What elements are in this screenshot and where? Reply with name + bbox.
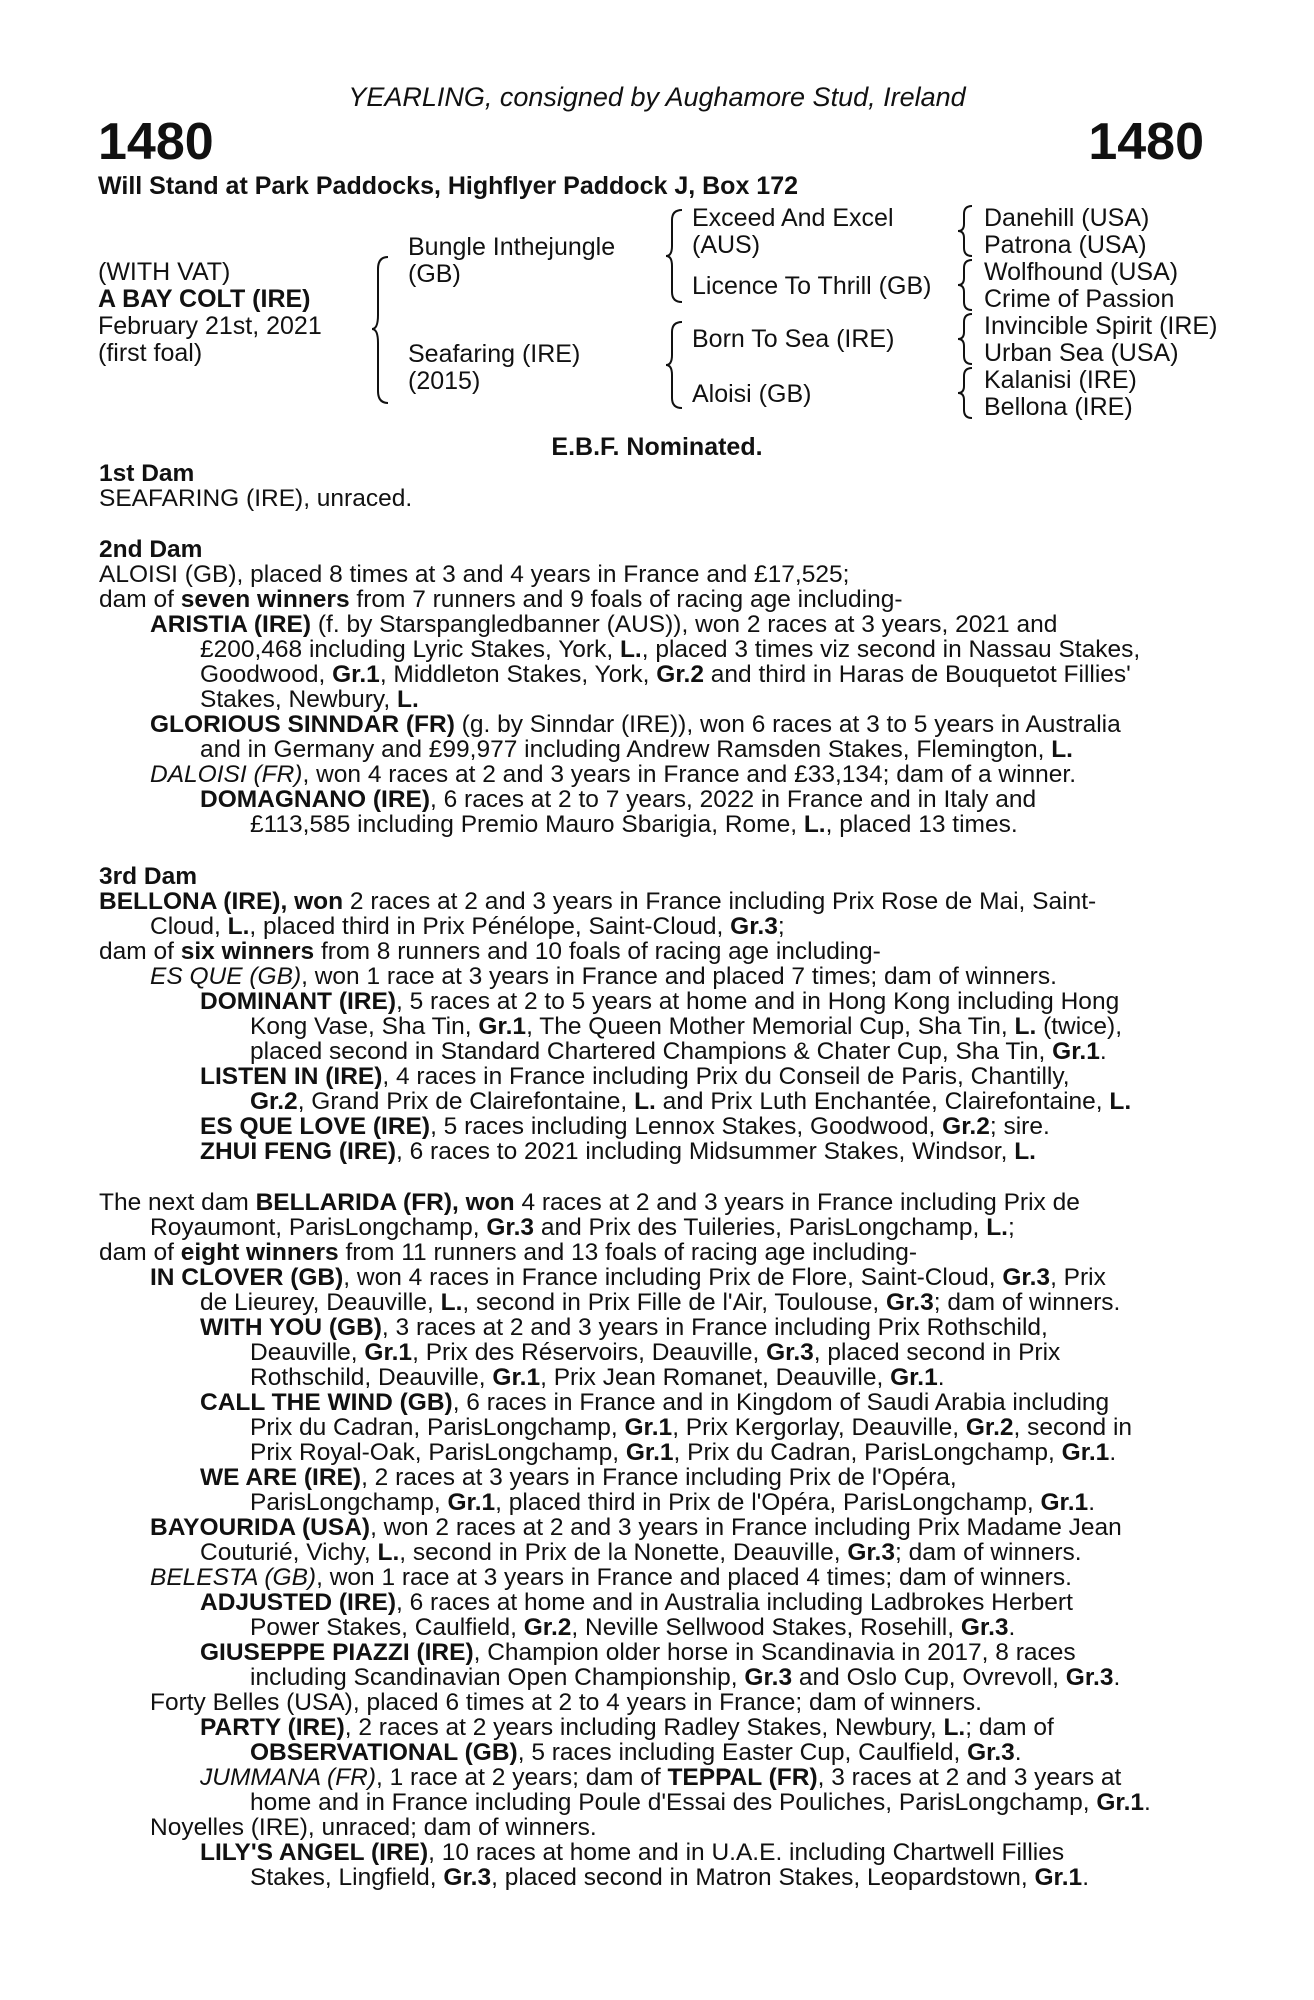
ebf-nominated: E.B.F. Nominated.	[551, 433, 763, 461]
second-dam-line: and in Germany and £99,977 including Andrew Ramsden Stakes, Flemington, L.	[200, 736, 1073, 763]
dam-name: Seafaring (IRE)	[408, 340, 581, 368]
third-dam-line: ES QUE LOVE (IRE), 5 races including Lennox Stakes, Goodwood, Gr.2; sire.	[200, 1113, 1050, 1140]
brace-g3	[956, 312, 976, 368]
second-dam-line: ARISTIA (IRE) (f. by Starspangledbanner (AUS)), won 2 races at 3 years, 2021 and	[150, 611, 1058, 638]
next-dam-line: CALL THE WIND (GB), 6 races in France and in Kingdom of Saudi Arabia including	[200, 1389, 1110, 1416]
second-dam-line: DOMAGNANO (IRE), 6 races at 2 to 7 years, 2022 in France and in Italy and	[200, 786, 1037, 813]
next-dam-line: Rothschild, Deauville, Gr.1, Prix Jean Romanet, Deauville, Gr.1.	[250, 1364, 945, 1391]
sire-name: Bungle Inthejungle	[408, 233, 616, 261]
next-dam-line: IN CLOVER (GB), won 4 races in France including Prix de Flore, Saint-Cloud, Gr.3, Prix	[150, 1264, 1106, 1291]
next-dam-line: Forty Belles (USA), placed 6 times at 2 to 4 years in France; dam of winners.	[150, 1689, 982, 1716]
sire-sire: Exceed And Excel	[692, 204, 894, 232]
next-dam-line: GIUSEPPE PIAZZI (IRE), Champion older horse in Scandinavia in 2017, 8 races	[200, 1639, 1076, 1666]
next-dam-line: WITH YOU (GB), 3 races at 2 and 3 years in France including Prix Rothschild,	[200, 1314, 1048, 1341]
next-dam-line: Noyelles (IRE), unraced; dam of winners.	[150, 1814, 597, 1841]
sire-dam: Licence To Thrill (GB)	[692, 272, 932, 300]
consignment-line: YEARLING, consigned by Aughamore Stud, Ireland	[348, 82, 966, 112]
brace-sire	[666, 208, 686, 304]
third-dam-line: Gr.2, Grand Prix de Clairefontaine, L. and Prix Luth Enchantée, Clairefontaine, L.	[250, 1088, 1132, 1115]
granddam-2: Patrona (USA)	[984, 231, 1147, 259]
lot-number-right: 1480	[1088, 113, 1204, 171]
next-dam-line: Prix du Cadran, ParisLongchamp, Gr.1, Prix Kergorlay, Deauville, Gr.2, second in	[250, 1414, 1133, 1441]
next-dam-line: Royaumont, ParisLongchamp, Gr.3 and Prix des Tuileries, ParisLongchamp, L.;	[150, 1214, 1015, 1241]
granddam-6: Urban Sea (USA)	[984, 339, 1179, 367]
lot-horse-name: A BAY COLT (IRE)	[98, 285, 311, 313]
first-dam-heading: 1st Dam	[99, 460, 195, 487]
stand-location: Will Stand at Park Paddocks, Highflyer Paddock J, Box 172	[98, 172, 798, 200]
next-dam-line: including Scandinavian Open Championship, Gr.3 and Oslo Cup, Ovrevoll, Gr.3.	[250, 1664, 1121, 1691]
dam-dam: Aloisi (GB)	[692, 380, 812, 408]
brace-dam	[666, 320, 686, 410]
second-dam-line: £113,585 including Premio Mauro Sbarigia, Rome, L., placed 13 times.	[250, 811, 1018, 838]
second-dam-line: dam of seven winners from 7 runners and 9 foals of racing age including-	[99, 586, 903, 613]
next-dam-line: PARTY (IRE), 2 races at 2 years including Radley Stakes, Newbury, L.; dam of	[200, 1714, 1054, 1741]
next-dam-line: JUMMANA (FR), 1 race at 2 years; dam of TEPPAL (FR), 3 races at 2 and 3 years at	[200, 1764, 1122, 1791]
next-dam-line: de Lieurey, Deauville, L., second in Prix Fille de l'Air, Toulouse, Gr.3; dam of winners.	[200, 1289, 1121, 1316]
next-dam-line: Couturié, Vichy, L., second in Prix de la Nonette, Deauville, Gr.3; dam of winners.	[200, 1539, 1082, 1566]
lot-number-left: 1480	[98, 113, 214, 171]
third-dam-line: LISTEN IN (IRE), 4 races in France including Prix du Conseil de Paris, Chantilly,	[200, 1063, 1070, 1090]
third-dam-line: ZHUI FENG (IRE), 6 races to 2021 including Midsummer Stakes, Windsor, L.	[200, 1138, 1036, 1165]
granddam-8: Bellona (IRE)	[984, 393, 1133, 421]
second-dam-line: GLORIOUS SINNDAR (FR) (g. by Sinndar (IRE)), won 6 races at 3 to 5 years in Australia	[150, 711, 1121, 738]
next-dam-line: Stakes, Lingfield, Gr.3, placed second in Matron Stakes, Leopardstown, Gr.1.	[250, 1864, 1089, 1891]
second-dam-heading: 2nd Dam	[99, 536, 203, 563]
first-dam-text: SEAFARING (IRE), unraced.	[99, 485, 413, 512]
sire-origin: (GB)	[408, 260, 461, 288]
next-dam-line: home and in France including Poule d'Essai des Pouliches, ParisLongchamp, Gr.1.	[250, 1789, 1151, 1816]
grandsire-1: Danehill (USA)	[984, 204, 1150, 232]
next-dam-line: WE ARE (IRE), 2 races at 3 years in France including Prix de l'Opéra,	[200, 1464, 957, 1491]
second-dam-line: £200,468 including Lyric Stakes, York, L., placed 3 times viz second in Nassau Stakes,	[200, 636, 1141, 663]
third-dam-line: Cloud, L., placed third in Prix Pénélope, Saint-Cloud, Gr.3;	[150, 913, 785, 940]
next-dam-line: LILY'S ANGEL (IRE), 10 races at home and in U.A.E. including Chartwell Fillies	[200, 1839, 1065, 1866]
next-dam-line: Prix Royal-Oak, ParisLongchamp, Gr.1, Prix du Cadran, ParisLongchamp, Gr.1.	[250, 1439, 1117, 1466]
next-dam-line: ParisLongchamp, Gr.1, placed third in Prix de l'Opéra, ParisLongchamp, Gr.1.	[250, 1489, 1095, 1516]
brace-g4	[956, 366, 976, 422]
grandsire-7: Kalanisi (IRE)	[984, 366, 1137, 394]
next-dam-line: dam of eight winners from 11 runners and 13 foals of racing age including-	[99, 1239, 917, 1266]
grandsire-5: Invincible Spirit (IRE)	[984, 312, 1218, 340]
brace-g2	[956, 258, 976, 314]
next-dam-line: ADJUSTED (IRE), 6 races at home and in Australia including Ladbrokes Herbert	[200, 1589, 1073, 1616]
next-dam-line: Power Stakes, Caulfield, Gr.2, Neville Sellwood Stakes, Rosehill, Gr.3.	[250, 1614, 1016, 1641]
third-dam-heading: 3rd Dam	[99, 863, 198, 890]
third-dam-line: placed second in Standard Chartered Champions & Chater Cup, Sha Tin, Gr.1.	[250, 1038, 1107, 1065]
vat-note: (WITH VAT)	[98, 258, 231, 286]
date-of-birth: February 21st, 2021	[98, 312, 322, 340]
next-dam-line: OBSERVATIONAL (GB), 5 races including Easter Cup, Caulfield, Gr.3.	[250, 1739, 1022, 1766]
brace-main	[372, 255, 392, 405]
dam-year: (2015)	[408, 367, 481, 395]
next-dam-line: BAYOURIDA (USA), won 2 races at 2 and 3 years in France including Prix Madame Jean	[150, 1514, 1122, 1541]
second-dam-line: DALOISI (FR), won 4 races at 2 and 3 years in France and £33,134; dam of a winner.	[150, 761, 1077, 788]
second-dam-line: Goodwood, Gr.1, Middleton Stakes, York, Gr.2 and third in Haras de Bouquetot Fillies'	[200, 661, 1131, 688]
sire-sire-origin: (AUS)	[692, 231, 761, 259]
next-dam-line: BELESTA (GB), won 1 race at 3 years in France and placed 4 times; dam of winners.	[150, 1564, 1072, 1591]
third-dam-line: DOMINANT (IRE), 5 races at 2 to 5 years at home and in Hong Kong including Hong	[200, 988, 1120, 1015]
grandsire-3: Wolfhound (USA)	[984, 258, 1179, 286]
next-dam-line: Deauville, Gr.1, Prix des Réservoirs, Deauville, Gr.3, placed second in Prix	[250, 1339, 1061, 1366]
third-dam-line: dam of six winners from 8 runners and 10 foals of racing age including-	[99, 938, 881, 965]
granddam-4: Crime of Passion	[984, 285, 1175, 313]
next-dam-line: The next dam BELLARIDA (FR), won 4 races at 2 and 3 years in France including Prix de	[99, 1189, 1080, 1216]
second-dam-line: Stakes, Newbury, L.	[200, 686, 419, 713]
brace-g1	[956, 204, 976, 260]
third-dam-line: ES QUE (GB), won 1 race at 3 years in France and placed 7 times; dam of winners.	[150, 963, 1057, 990]
third-dam-line: Kong Vase, Sha Tin, Gr.1, The Queen Mother Memorial Cup, Sha Tin, L. (twice),	[250, 1013, 1123, 1040]
second-dam-line: ALOISI (GB), placed 8 times at 3 and 4 years in France and £17,525;	[99, 561, 850, 588]
third-dam-line: BELLONA (IRE), won 2 races at 2 and 3 years in France including Prix Rose de Mai, Saint-	[99, 888, 1097, 915]
dam-sire: Born To Sea (IRE)	[692, 325, 895, 353]
foal-note: (first foal)	[98, 339, 203, 367]
